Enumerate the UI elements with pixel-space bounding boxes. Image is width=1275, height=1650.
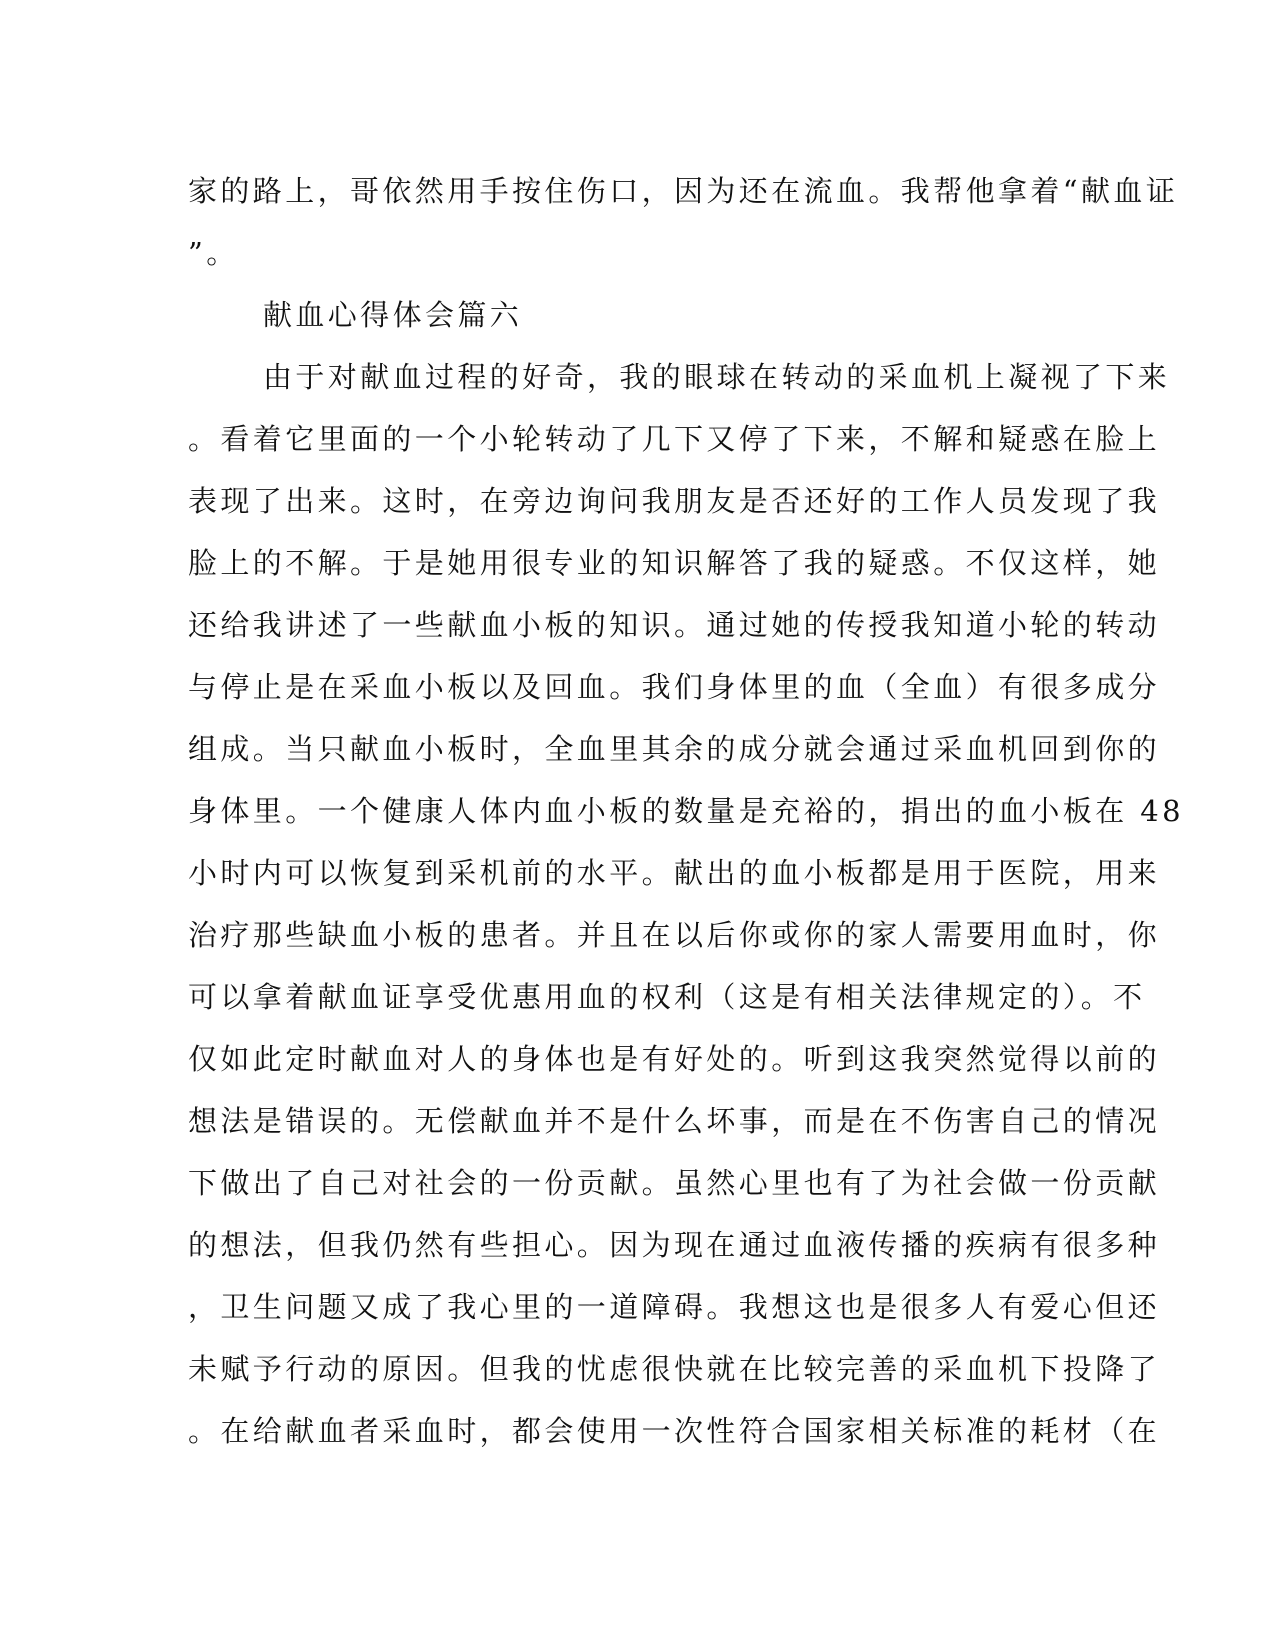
text-line: 下做出了自己对社会的一份贡献。虽然心里也有了为社会做一份贡献 — [188, 1166, 1161, 1200]
text-line: ，卫生问题又成了我心里的一道障碍。我想这也是很多人有爱心但还 — [188, 1290, 1161, 1324]
text-line: 组成。当只献血小板时，全血里其余的成分就会通过采血机回到你的 — [188, 732, 1161, 766]
text-line: 的想法，但我仍然有些担心。因为现在通过血液传播的疾病有很多种 — [188, 1228, 1161, 1262]
text-line: 未赋予行动的原因。但我的忧虑很快就在比较完善的采血机下投降了 — [188, 1352, 1161, 1386]
paragraph-first-line: 由于对献血过程的好奇，我的眼球在转动的采血机上凝视了下来 — [263, 360, 1171, 394]
section-heading: 献血心得体会篇六 — [263, 298, 523, 332]
text-line: 表现了出来。这时，在旁边询问我朋友是否还好的工作人员发现了我 — [188, 484, 1161, 518]
text-line: 与停止是在采血小板以及回血。我们身体里的血（全血）有很多成分 — [188, 670, 1161, 704]
text-line: 脸上的不解。于是她用很专业的知识解答了我的疑惑。不仅这样，她 — [188, 546, 1161, 580]
text-line: 还给我讲述了一些献血小板的知识。通过她的传授我知道小轮的转动 — [188, 608, 1161, 642]
text-line: 家的路上，哥依然用手按住伤口，因为还在流血。我帮他拿着“献血证 — [188, 174, 1179, 208]
text-line: 。在给献血者采血时，都会使用一次性符合国家相关标准的耗材（在 — [188, 1414, 1161, 1448]
text-line: 想法是错误的。无偿献血并不是什么坏事，而是在不伤害自己的情况 — [188, 1104, 1161, 1138]
text-line: 治疗那些缺血小板的患者。并且在以后你或你的家人需要用血时，你 — [188, 918, 1161, 952]
body-text — [188, 160, 1184, 1462]
text-line: 仅如此定时献血对人的身体也是有好处的。听到这我突然觉得以前的 — [188, 1042, 1161, 1076]
text-line: 小时内可以恢复到采机前的水平。献出的血小板都是用于医院，用来 — [188, 856, 1161, 890]
text-line: 可以拿着献血证享受优惠用血的权利（这是有相关法律规定的）。不 — [188, 980, 1146, 1014]
text-line: ”。 — [188, 236, 239, 270]
text-line: 。看着它里面的一个小轮转动了几下又停了下来，不解和疑惑在脸上 — [188, 422, 1161, 456]
text-line: 身体里。一个健康人体内血小板的数量是充裕的，捐出的血小板在 48 — [188, 794, 1184, 828]
